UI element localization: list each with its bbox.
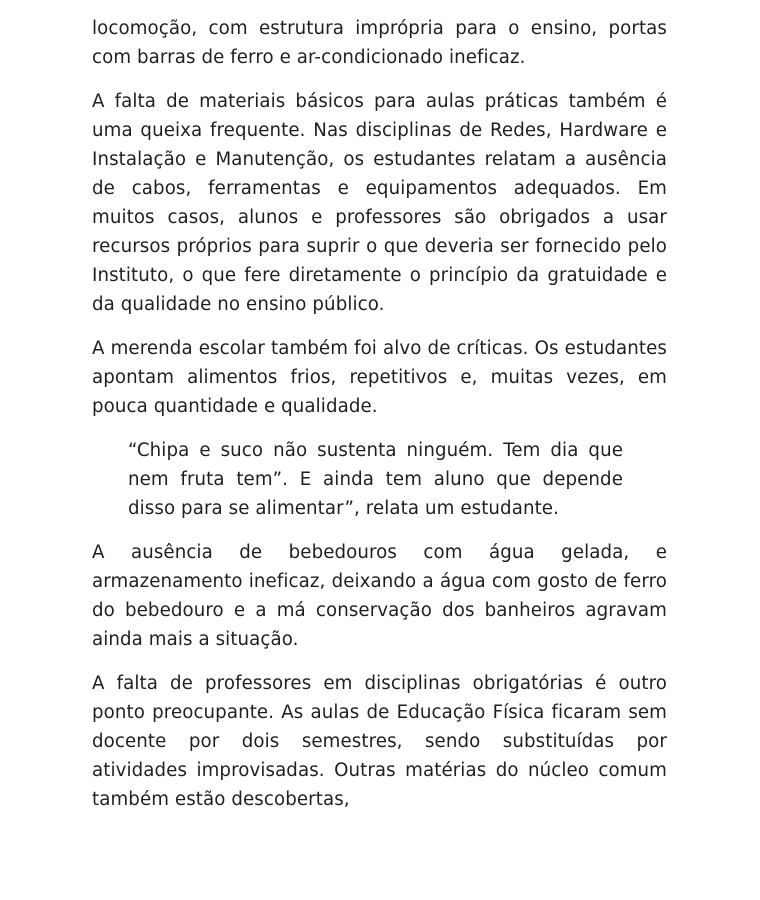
student-quote: “Chipa e suco não sustenta ninguém. Tem dia que nem fruta tem”. E ainda tem aluno que depende disso para se alimentar”, relata um estudante. — [128, 440, 623, 519]
paragraph-missing-teachers: A falta de professores em disciplinas obrigatórias é outro ponto preocupante. As aulas de Educação Física ficaram sem docente por dois semestres, sendo substituídas por atividades improvisadas. Outras matérias do núcleo comum também estão descobertas, — [92, 673, 667, 810]
paragraph-water-bathrooms: A ausência de bebedouros com água gelada, e armazenamento ineficaz, deixando a água com gosto de ferro do bebedouro e a má conservação dos banheiros agravam ainda mais a situação. — [92, 542, 667, 650]
paragraph-infrastructure-end: locomoção, com estrutura imprópria para o ensino, portas com barras de ferro e ar-condicionado ineficaz. — [92, 18, 667, 68]
paragraph-school-meals: A merenda escolar também foi alvo de críticas. Os estudantes apontam alimentos frios, repetitivos e, muitas vezes, em pouca quantidade e qualidade. — [92, 338, 667, 417]
article-body — [92, 14, 667, 814]
paragraph-materials: A falta de materiais básicos para aulas práticas também é uma queixa frequente. Nas disciplinas de Redes, Hardware e Instalação e Manutenção, os estudantes relatam a ausência de cabos, ferramentas e equipamentos adequados. Em muitos casos, alunos e professores são obrigados a usar recursos próprios para suprir o que deveria ser fornecido pelo Instituto, o que fere diretamente o princípio da gratuidade e da qualidade no ensino público. — [92, 91, 667, 315]
